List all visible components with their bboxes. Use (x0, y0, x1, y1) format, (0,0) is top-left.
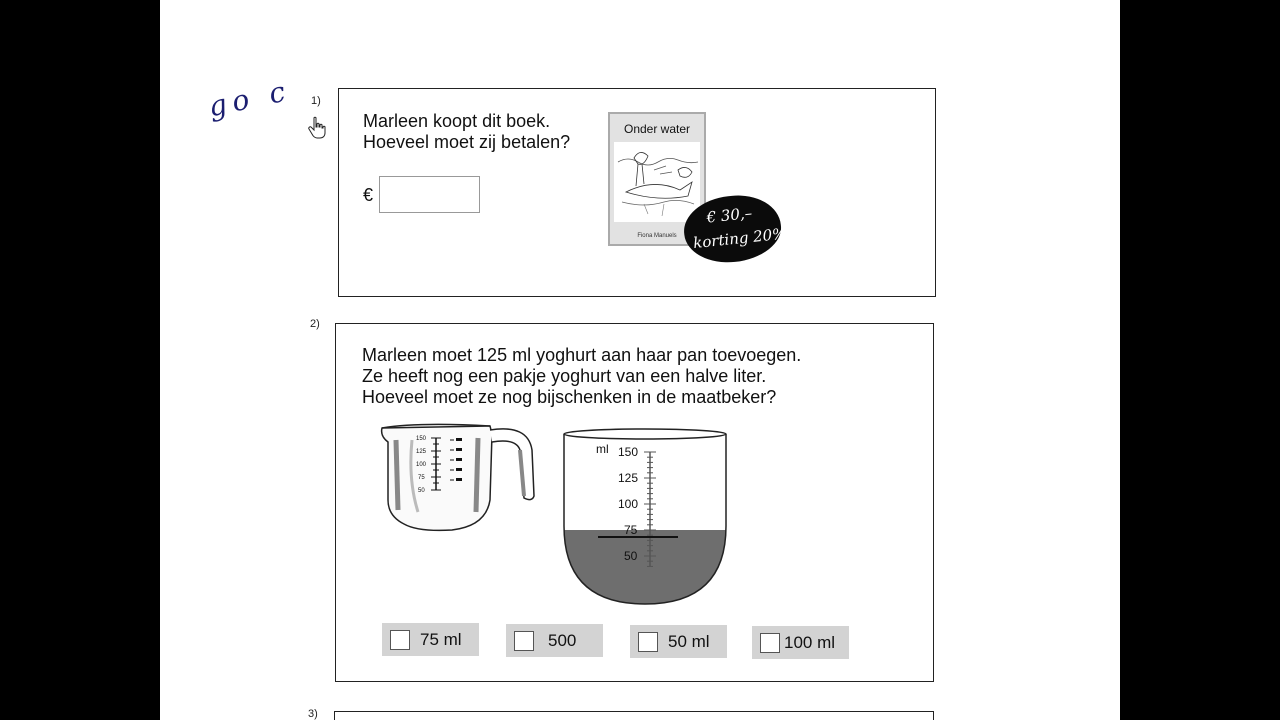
beaker-tick-label: 150 (618, 445, 639, 459)
handwritten-note: go c (205, 73, 294, 124)
yoghurt-fill (560, 530, 730, 610)
option-label: 100 ml (784, 632, 836, 652)
question-2-line: Marleen moet 125 ml yoghurt aan haar pan toevoegen. (362, 345, 802, 365)
option-checkbox[interactable] (638, 632, 658, 652)
question-1-number: 1) (311, 95, 321, 107)
question-3-box (334, 711, 934, 720)
jug-scale-label: 75 (418, 475, 425, 481)
measuring-jug-image (378, 420, 538, 540)
option-label: 500 (548, 630, 577, 650)
question-3-number: 3) (308, 708, 318, 720)
beaker-tick-label: 125 (618, 471, 639, 485)
price-label: € 30,– (705, 203, 754, 227)
hand-pointer-icon (308, 116, 326, 145)
question-2-line: Ze heeft nog een pakje yoghurt van een halve liter. (362, 366, 767, 386)
beaker-tick-label: 50 (624, 549, 638, 563)
jug-scale-label: 150 (416, 436, 427, 442)
question-2-number: 2) (310, 318, 320, 330)
question-2-line: Hoeveel moet ze nog bijschenken in de maatbeker? (362, 387, 777, 407)
option-500[interactable] (506, 624, 603, 657)
jug-scale-label: 50 (418, 488, 425, 494)
worksheet-page (160, 0, 1120, 720)
book-title: Onder water (623, 122, 691, 136)
beaker-unit-label: ml (596, 442, 609, 456)
option-label: 50 ml (668, 631, 710, 651)
beaker-tick-label: 100 (618, 497, 639, 511)
option-50ml[interactable] (630, 625, 727, 658)
jug-scale-label: 100 (416, 462, 427, 468)
beaker-tick-label: 75 (624, 523, 638, 537)
book-author: Fiona Manuels (637, 233, 677, 239)
currency-symbol: € (363, 185, 374, 205)
option-checkbox[interactable] (390, 630, 410, 650)
option-75ml[interactable] (382, 623, 479, 656)
answer-input[interactable] (379, 176, 480, 213)
option-label: 75 ml (420, 629, 462, 649)
question-2-text (362, 345, 801, 408)
beaker-image (560, 426, 730, 615)
book-illustration (614, 142, 700, 222)
discount-label: korting 20% (692, 224, 788, 253)
jug-scale-label: 125 (416, 449, 427, 455)
question-1-line: Marleen koopt dit boek. (363, 111, 551, 131)
option-checkbox[interactable] (760, 633, 780, 653)
question-1-line: Hoeveel moet zij betalen? (363, 132, 571, 152)
question-1-text (363, 111, 570, 153)
option-100ml[interactable] (752, 626, 849, 659)
option-checkbox[interactable] (514, 631, 534, 651)
